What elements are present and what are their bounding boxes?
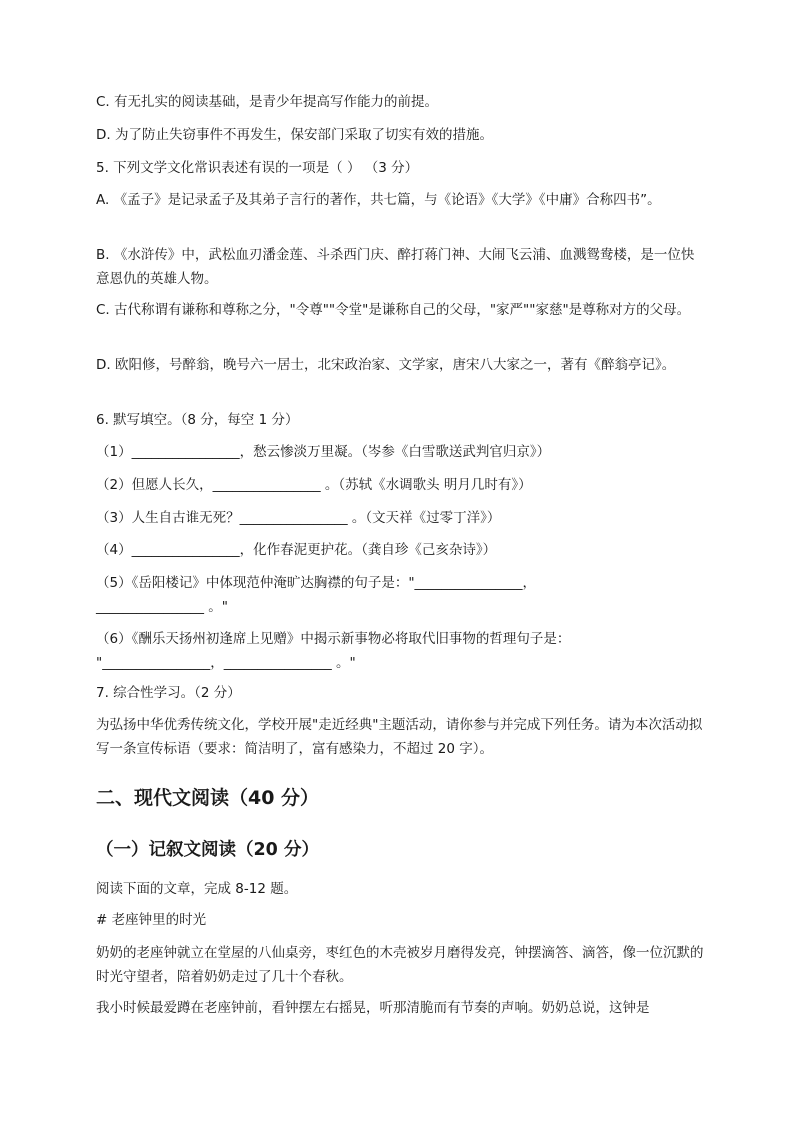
article-paragraph-2: 我小时候最爱蹲在老座钟前，看钟摆左右摇晃，听那清脆而有节奏的声响。奶奶总说，这钟是 — [96, 1000, 650, 1016]
subsection-heading-narrative: （一）记叙文阅读（20 分） — [96, 840, 319, 860]
section-heading-modern-reading: 二、现代文阅读（40 分） — [96, 787, 320, 809]
q6-item-3: （3）人生自古谁无死？________________ 。（文天祥《过零丁洋》） — [96, 510, 501, 526]
q6-item-4: （4）________________，化作春泥更护花。（龚自珍《己亥杂诗》） — [96, 542, 497, 558]
q6-item-6-line1: （6）《酬乐天扬州初逢席上见赠》中揭示新事物必将取代旧事物的哲理句子是： — [96, 631, 571, 647]
article-title: # 老座钟里的时光 — [96, 912, 207, 928]
q6-stem: 6. 默写填空。（8 分，每空 1 分） — [96, 412, 299, 428]
q5-stem: 5. 下列文学文化常识表述有误的一项是（ ） （3 分） — [96, 160, 419, 176]
q5-option-b: B. 《水浒传》中，武松血刃潘金莲、斗杀西门庆、醉打蒋门神、大闹飞云浦、血溅鸳鸯楼，是一位快意恩仇的英雄人物。 — [96, 247, 695, 287]
q4-option-c: C. 有无扎实的阅读基础，是青少年提高写作能力的前提。 — [96, 94, 439, 110]
q7-body: 为弘扬中华优秀传统文化，学校开展"走近经典"主题活动，请你参与并完成下列任务。请为本次活动拟写一条宣传标语（要求：简洁明了，富有感染力，不超过 20 字）。 — [96, 717, 703, 757]
q4-option-d: D. 为了防止失窃事件不再发生，保安部门采取了切实有效的措施。 — [96, 127, 493, 143]
q6-item-6-line2: "________________，________________ 。" — [96, 655, 356, 671]
q6-item-5-line1: （5）《岳阳楼记》中体现范仲淹旷达胸襟的句子是："________________， — [96, 575, 537, 591]
q6-item-2: （2）但愿人长久，________________ 。（苏轼《水调歌头 明月几时有》） — [96, 477, 532, 493]
q7-stem: 7. 综合性学习。（2 分） — [96, 685, 241, 701]
reading-instruction: 阅读下面的文章，完成 8-12 题。 — [96, 881, 298, 897]
q5-option-a: A. 《孟子》是记录孟子及其弟子言行的著作，共七篇，与《论语》《大学》《中庸》合称四书”。 — [96, 192, 661, 208]
q6-item-1: （1）________________，愁云惨淡万里凝。（岑参《白雪歌送武判官归京》） — [96, 444, 551, 460]
q6-item-5-line2: ________________ 。" — [96, 599, 229, 615]
q5-option-c: C. 古代称谓有谦称和尊称之分，"令尊""令堂"是谦称自己的父母，"家严""家慈"是尊称对方的父母。 — [96, 302, 691, 318]
article-paragraph-1: 奶奶的老座钟就立在堂屋的八仙桌旁，枣红色的木壳被岁月磨得发亮，钟摆滴答、滴答，像一位沉默的时光守望者，陪着奶奶走过了几十个春秋。 — [96, 945, 704, 985]
q5-option-d: D. 欧阳修，号醉翁，晚号六一居士，北宋政治家、文学家，唐宋八大家之一，著有《醉翁亭记》。 — [96, 357, 676, 373]
